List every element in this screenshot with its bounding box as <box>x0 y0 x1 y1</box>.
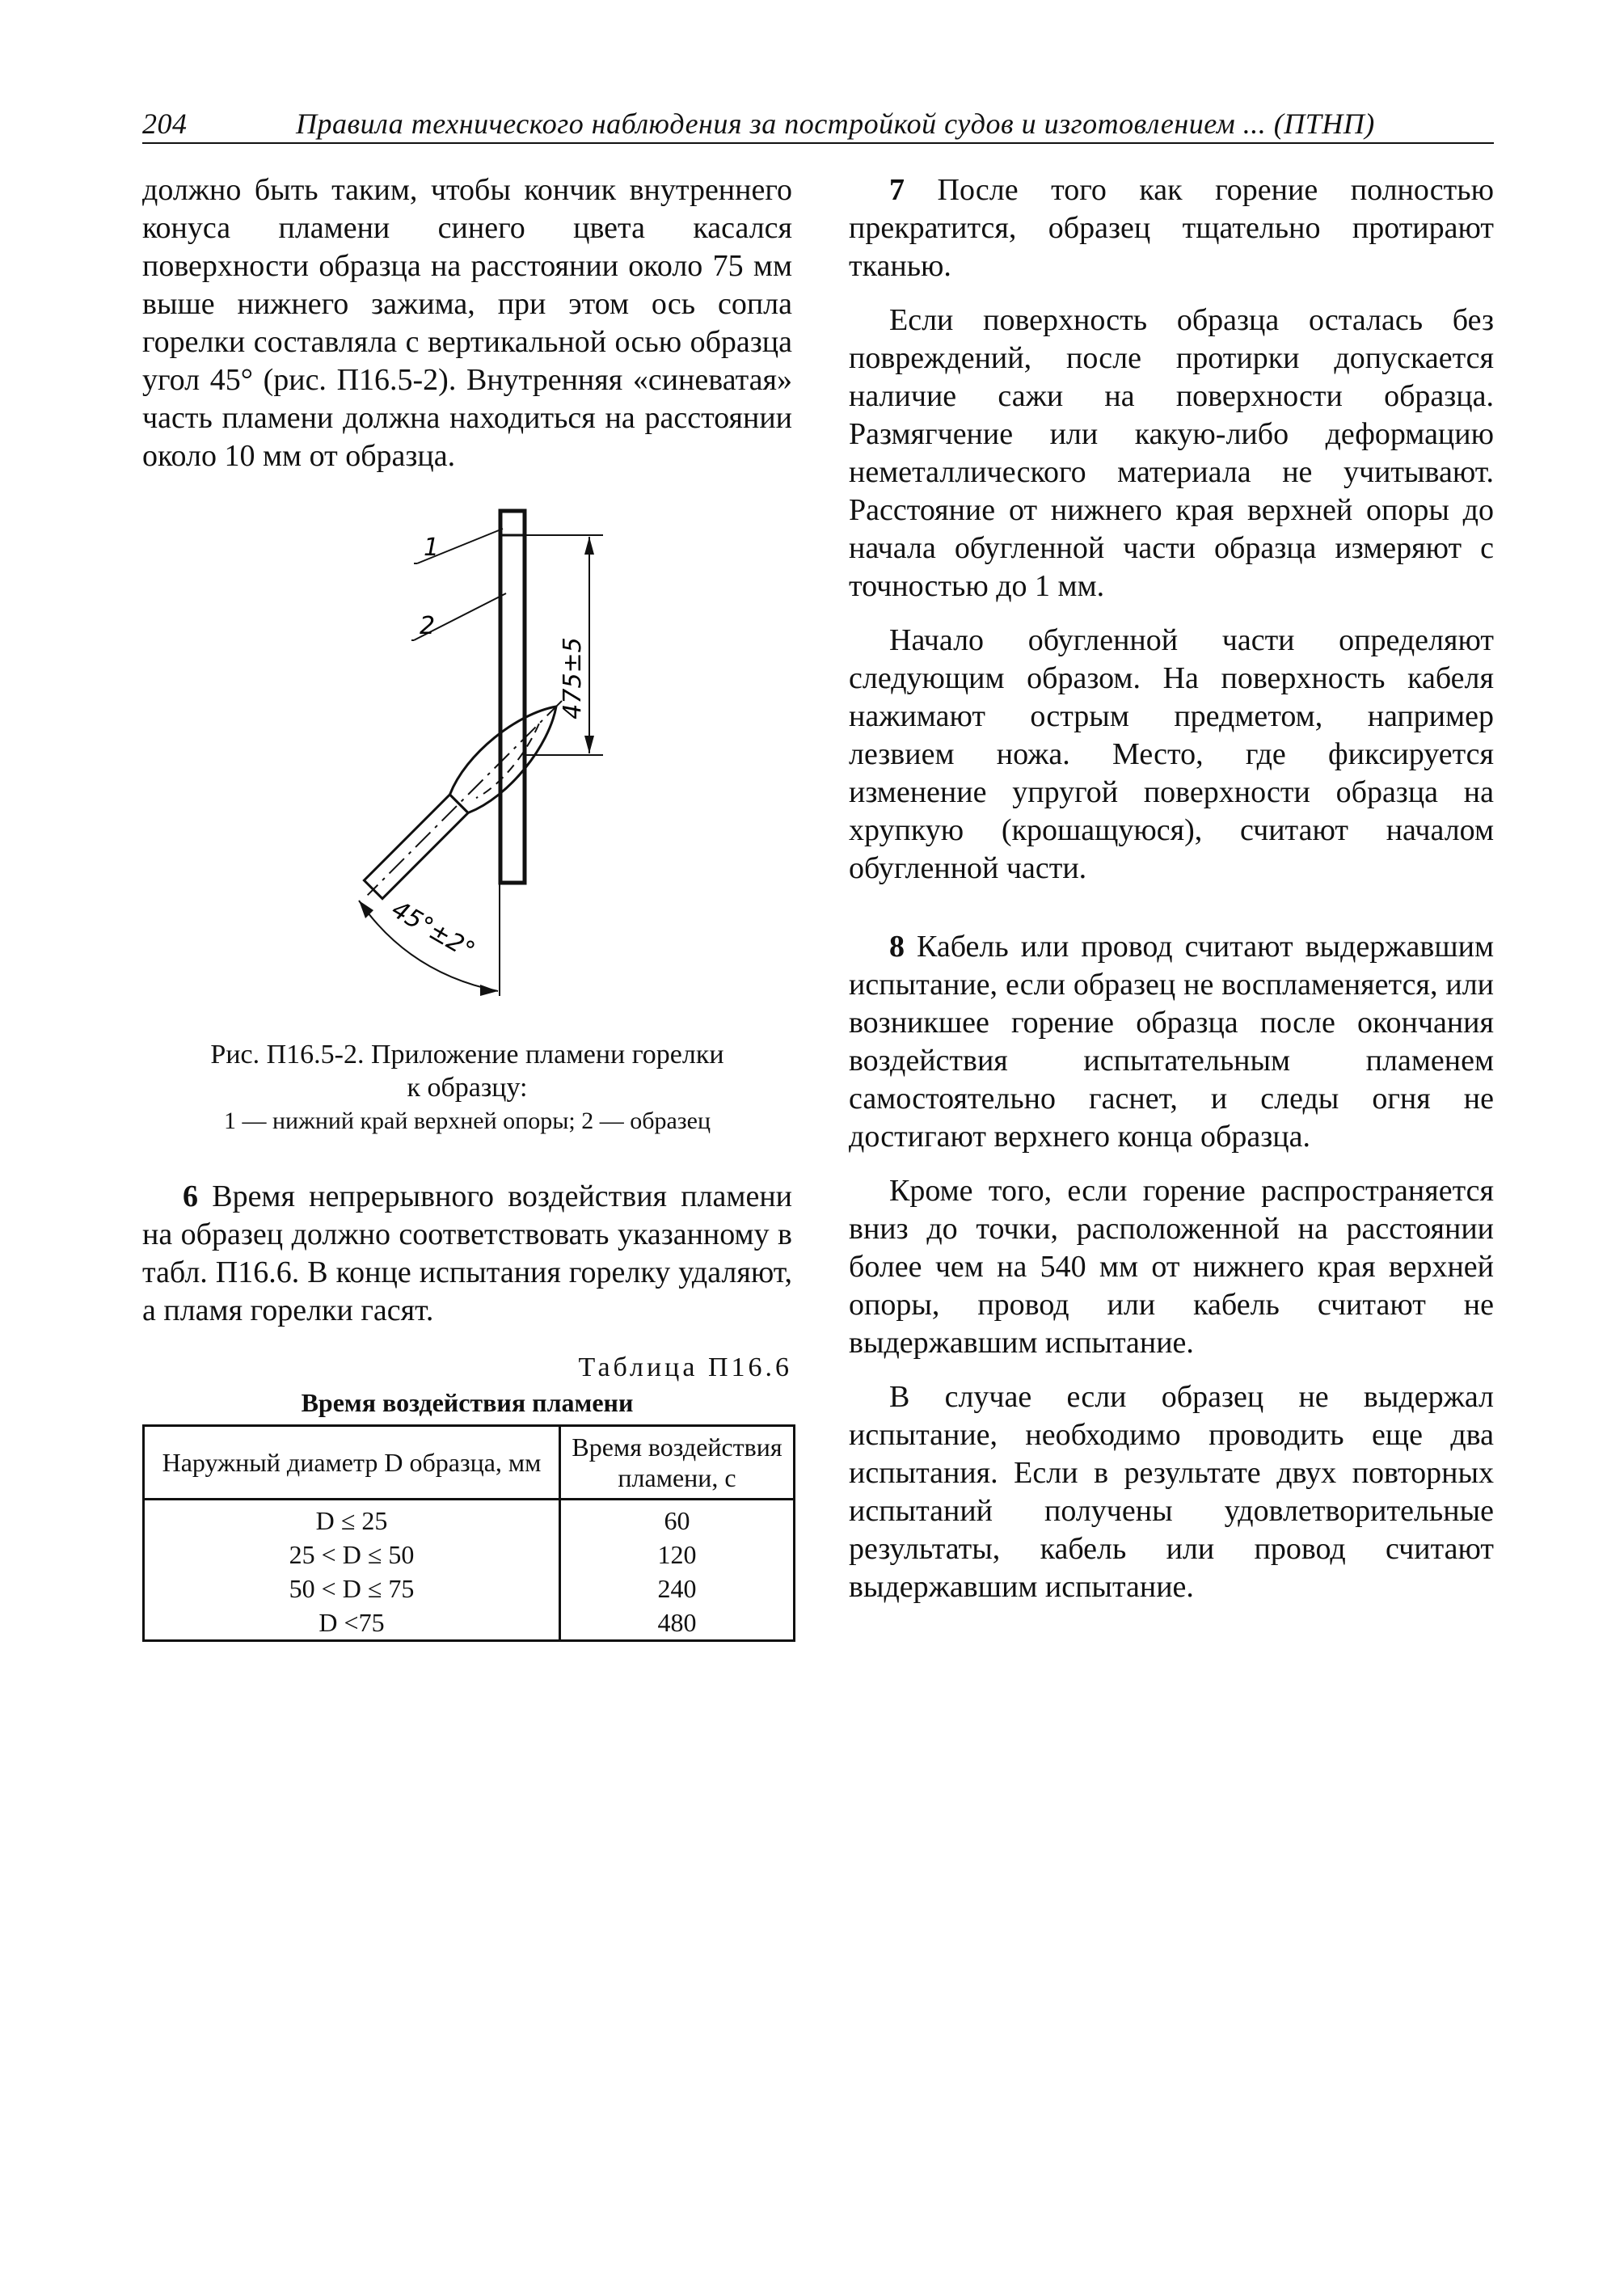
paragraph-8-number: 8 <box>889 930 905 964</box>
right-column <box>849 171 1494 1606</box>
paragraph-7b: Если поверхность образца осталась без повреждений, после протирки допускается наличие сажи на поверхности образца. Размягчение или какую-либо деформацию неметаллического материала не учитывают. Расстояние от нижнего края верхней опоры до начала обугленной части образца измеряют с точностью до 1 мм. <box>849 303 1494 603</box>
cell-time: 120 <box>560 1538 795 1572</box>
caption-line-1: Рис. П16.5-2. Приложение пламени горелки <box>210 1040 724 1070</box>
label-1: 1 <box>424 534 440 562</box>
flame-time-table <box>142 1424 795 1642</box>
cell-diameter: 50 < D ≤ 75 <box>144 1572 560 1605</box>
intro-paragraph: должно быть таким, чтобы кончик внутреннего конуса пламени синего цвета касался поверхности образца на расстоянии около 75 мм выше нижнего зажима, при этом ось сопла горелки составляла с вертикальной осью образца угол 45° (рис. П16.5-2). Внутренняя «синеватая» часть пламени должна находиться на расстоянии около 10 мм от образца. <box>142 173 792 473</box>
table-label: Таблица П16.6 <box>578 1352 792 1382</box>
page-number: 204 <box>142 108 188 140</box>
paragraph-8b: Кроме того, если горение распространяется вниз до точки, расположенной на расстоянии более чем на 540 мм от нижнего края верхней опоры, провод или кабель считают не выдержавшим испытание. <box>849 1174 1494 1360</box>
dimension-arrow-bottom <box>584 736 594 753</box>
burner-group <box>352 685 578 911</box>
specimen-bar <box>500 511 525 883</box>
paragraph-6-text: Время непрерывного воздействия пламени на образец должно соответствовать указанному в табл. П16.6. В конце испытания горелку удаляют, а пламя горелки гасят. <box>142 1179 792 1327</box>
cell-diameter: D <75 <box>144 1605 560 1641</box>
cell-time: 480 <box>560 1605 795 1641</box>
burner-axis <box>368 701 562 895</box>
dimension-arrow-top <box>584 537 594 555</box>
paragraph-8c: В случае если образец не выдержал испытание, необходимо проводить еще два испытания. Если в результате двух повторных испытаний получены удовлетворительные результаты, кабель или провод считают выдержавшим испытание. <box>849 1380 1494 1604</box>
figure-flame-application <box>142 504 792 1022</box>
col-header-diameter: Наружный диаметр D образца, мм <box>144 1426 560 1500</box>
table-row <box>144 1572 795 1605</box>
paragraph-8-text: Кабель или провод считают выдержавшим испытание, если образец не воспламеняется, или возникшее горение образца после окончания воздействия испытательным пламенем самостоятельно гаснет, и следы огня не достигают верхнего конца образца. <box>849 930 1495 1154</box>
running-title: Правила технического наблюдения за постройкой судов и изготовлением ... (ПТНП) <box>296 108 1375 140</box>
paragraph-7-text: После того как горение полностью прекратится, образец тщательно протирают тканью. <box>849 173 1495 283</box>
col-header-time: Время воздействия пламени, с <box>560 1426 795 1500</box>
cell-diameter: 25 < D ≤ 50 <box>144 1538 560 1572</box>
figure-caption <box>142 1038 792 1137</box>
caption-legend: 1 — нижний край верхней опоры; 2 — образец <box>223 1108 711 1134</box>
label-2: 2 <box>420 612 436 640</box>
caption-line-2: к образцу: <box>407 1073 528 1103</box>
cell-time: 240 <box>560 1572 795 1605</box>
paragraph-7c: Начало обугленной части определяют следующим образом. На поверхность кабеля нажимают острым предметом, например лезвием ножа. Место, где фиксируется изменение упругой поверхности образца на хрупкую (крошащуюся), считают началом обугленной части. <box>849 623 1494 885</box>
table-row <box>144 1538 795 1572</box>
paragraph-6-number: 6 <box>183 1179 198 1213</box>
cell-time: 60 <box>560 1500 795 1538</box>
figure-drawing <box>142 504 792 1022</box>
paragraph-6 <box>142 1178 792 1330</box>
left-column <box>142 171 792 1642</box>
angle-label: 45°±2° <box>386 895 480 966</box>
dimension-label: 475±5 <box>559 637 587 719</box>
paragraph-8 <box>849 928 1494 1156</box>
cell-diameter: D ≤ 25 <box>144 1500 560 1538</box>
paragraph-7 <box>849 171 1494 285</box>
table-row <box>144 1500 795 1538</box>
table-row <box>144 1605 795 1641</box>
paragraph-7-number: 7 <box>889 173 905 207</box>
page-header <box>142 103 1494 144</box>
table-title: Время воздействия пламени <box>301 1388 634 1417</box>
